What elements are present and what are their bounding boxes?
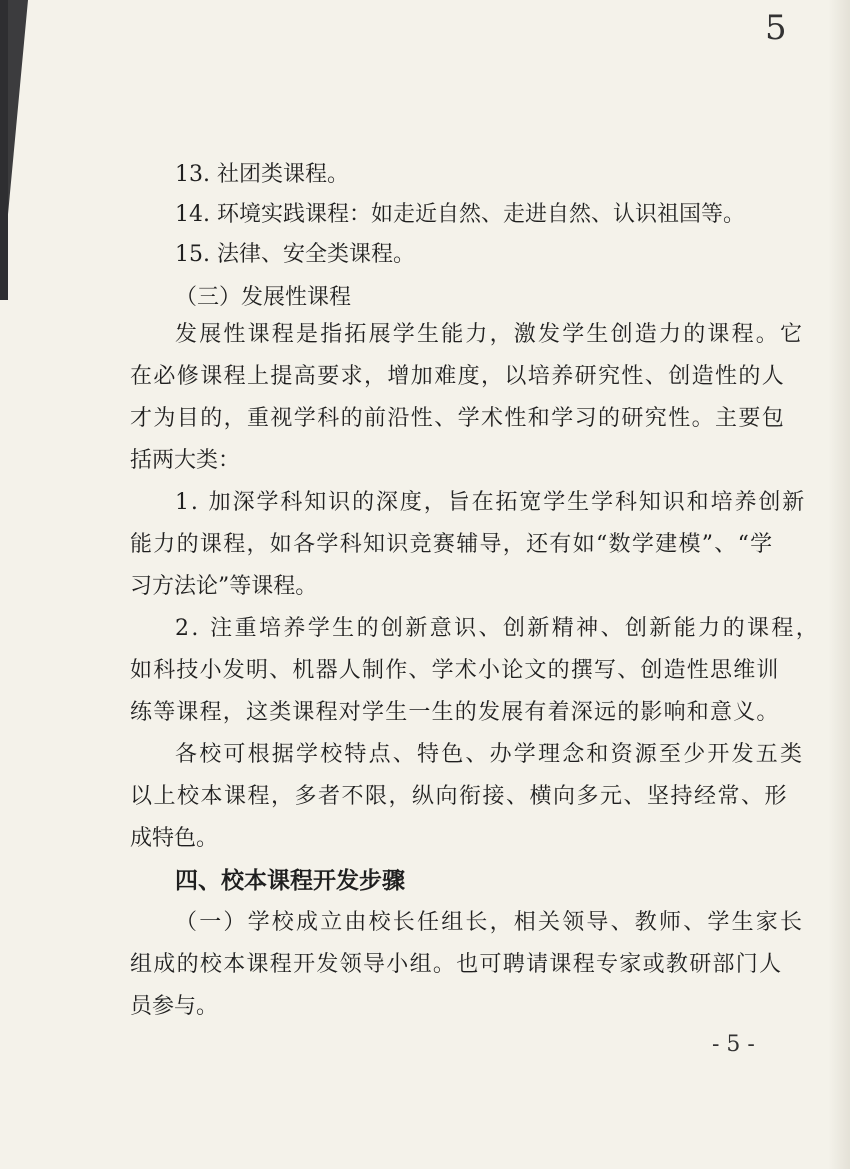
paragraph-line: 组成的校本课程开发领导小组。也可聘请课程专家或教研部门人 — [130, 952, 783, 977]
paragraph-line: 各校可根据学校特点、特色、办学理念和资源至少开发五类 — [175, 742, 805, 767]
paragraph-line: 括两大类： — [130, 448, 241, 473]
paragraph-line: 员参与。 — [130, 994, 219, 1019]
list-item-14: 14. 环境实践课程：如走近自然、走进自然、认识祖国等。 — [175, 202, 745, 227]
list-item-2: 2. 注重培养学生的创新意识、创新精神、创新能力的课程， — [175, 616, 821, 641]
list-item-13: 13. 社团类课程。 — [175, 162, 349, 187]
section-heading-developmental: （三）发展性课程 — [175, 285, 352, 310]
paragraph-line: 习方法论”等课程。 — [130, 574, 318, 599]
page-number: - 5 - — [712, 1032, 755, 1057]
paragraph-line: 能力的课程，如各学科知识竞赛辅导，还有如“数学建模”、“学 — [130, 532, 774, 557]
list-item-15: 15. 法律、安全类课程。 — [175, 242, 415, 267]
paragraph-line: 练等课程，这类课程对学生一生的发展有着深远的影响和意义。 — [130, 700, 780, 725]
paragraph-line: 以上校本课程，多者不限，纵向衔接、横向多元、坚持经常、形 — [130, 784, 789, 809]
paragraph-line: 在必修课程上提高要求，增加难度，以培养研究性、创造性的人 — [130, 364, 786, 389]
page-edge — [828, 0, 850, 1169]
paragraph-line: （一）学校成立由校长任组长，相关领导、教师、学生家长 — [175, 910, 805, 935]
list-item-1: 1. 加深学科知识的深度，旨在拓宽学生学科知识和培养创新 — [175, 490, 807, 515]
section-heading-steps: 四、校本课程开发步骤 — [175, 868, 405, 894]
scan-band — [0, 0, 8, 300]
paragraph-line: 成特色。 — [130, 826, 219, 851]
handwritten-page-mark: 5 — [765, 8, 787, 48]
paragraph-line: 才为目的，重视学科的前沿性、学术性和学习的研究性。主要包 — [130, 406, 786, 431]
paragraph-line: 如科技小发明、机器人制作、学术小论文的撰写、创造性思维训 — [130, 658, 780, 683]
paragraph-line: 发展性课程是指拓展学生能力，激发学生创造力的课程。它 — [175, 322, 805, 347]
